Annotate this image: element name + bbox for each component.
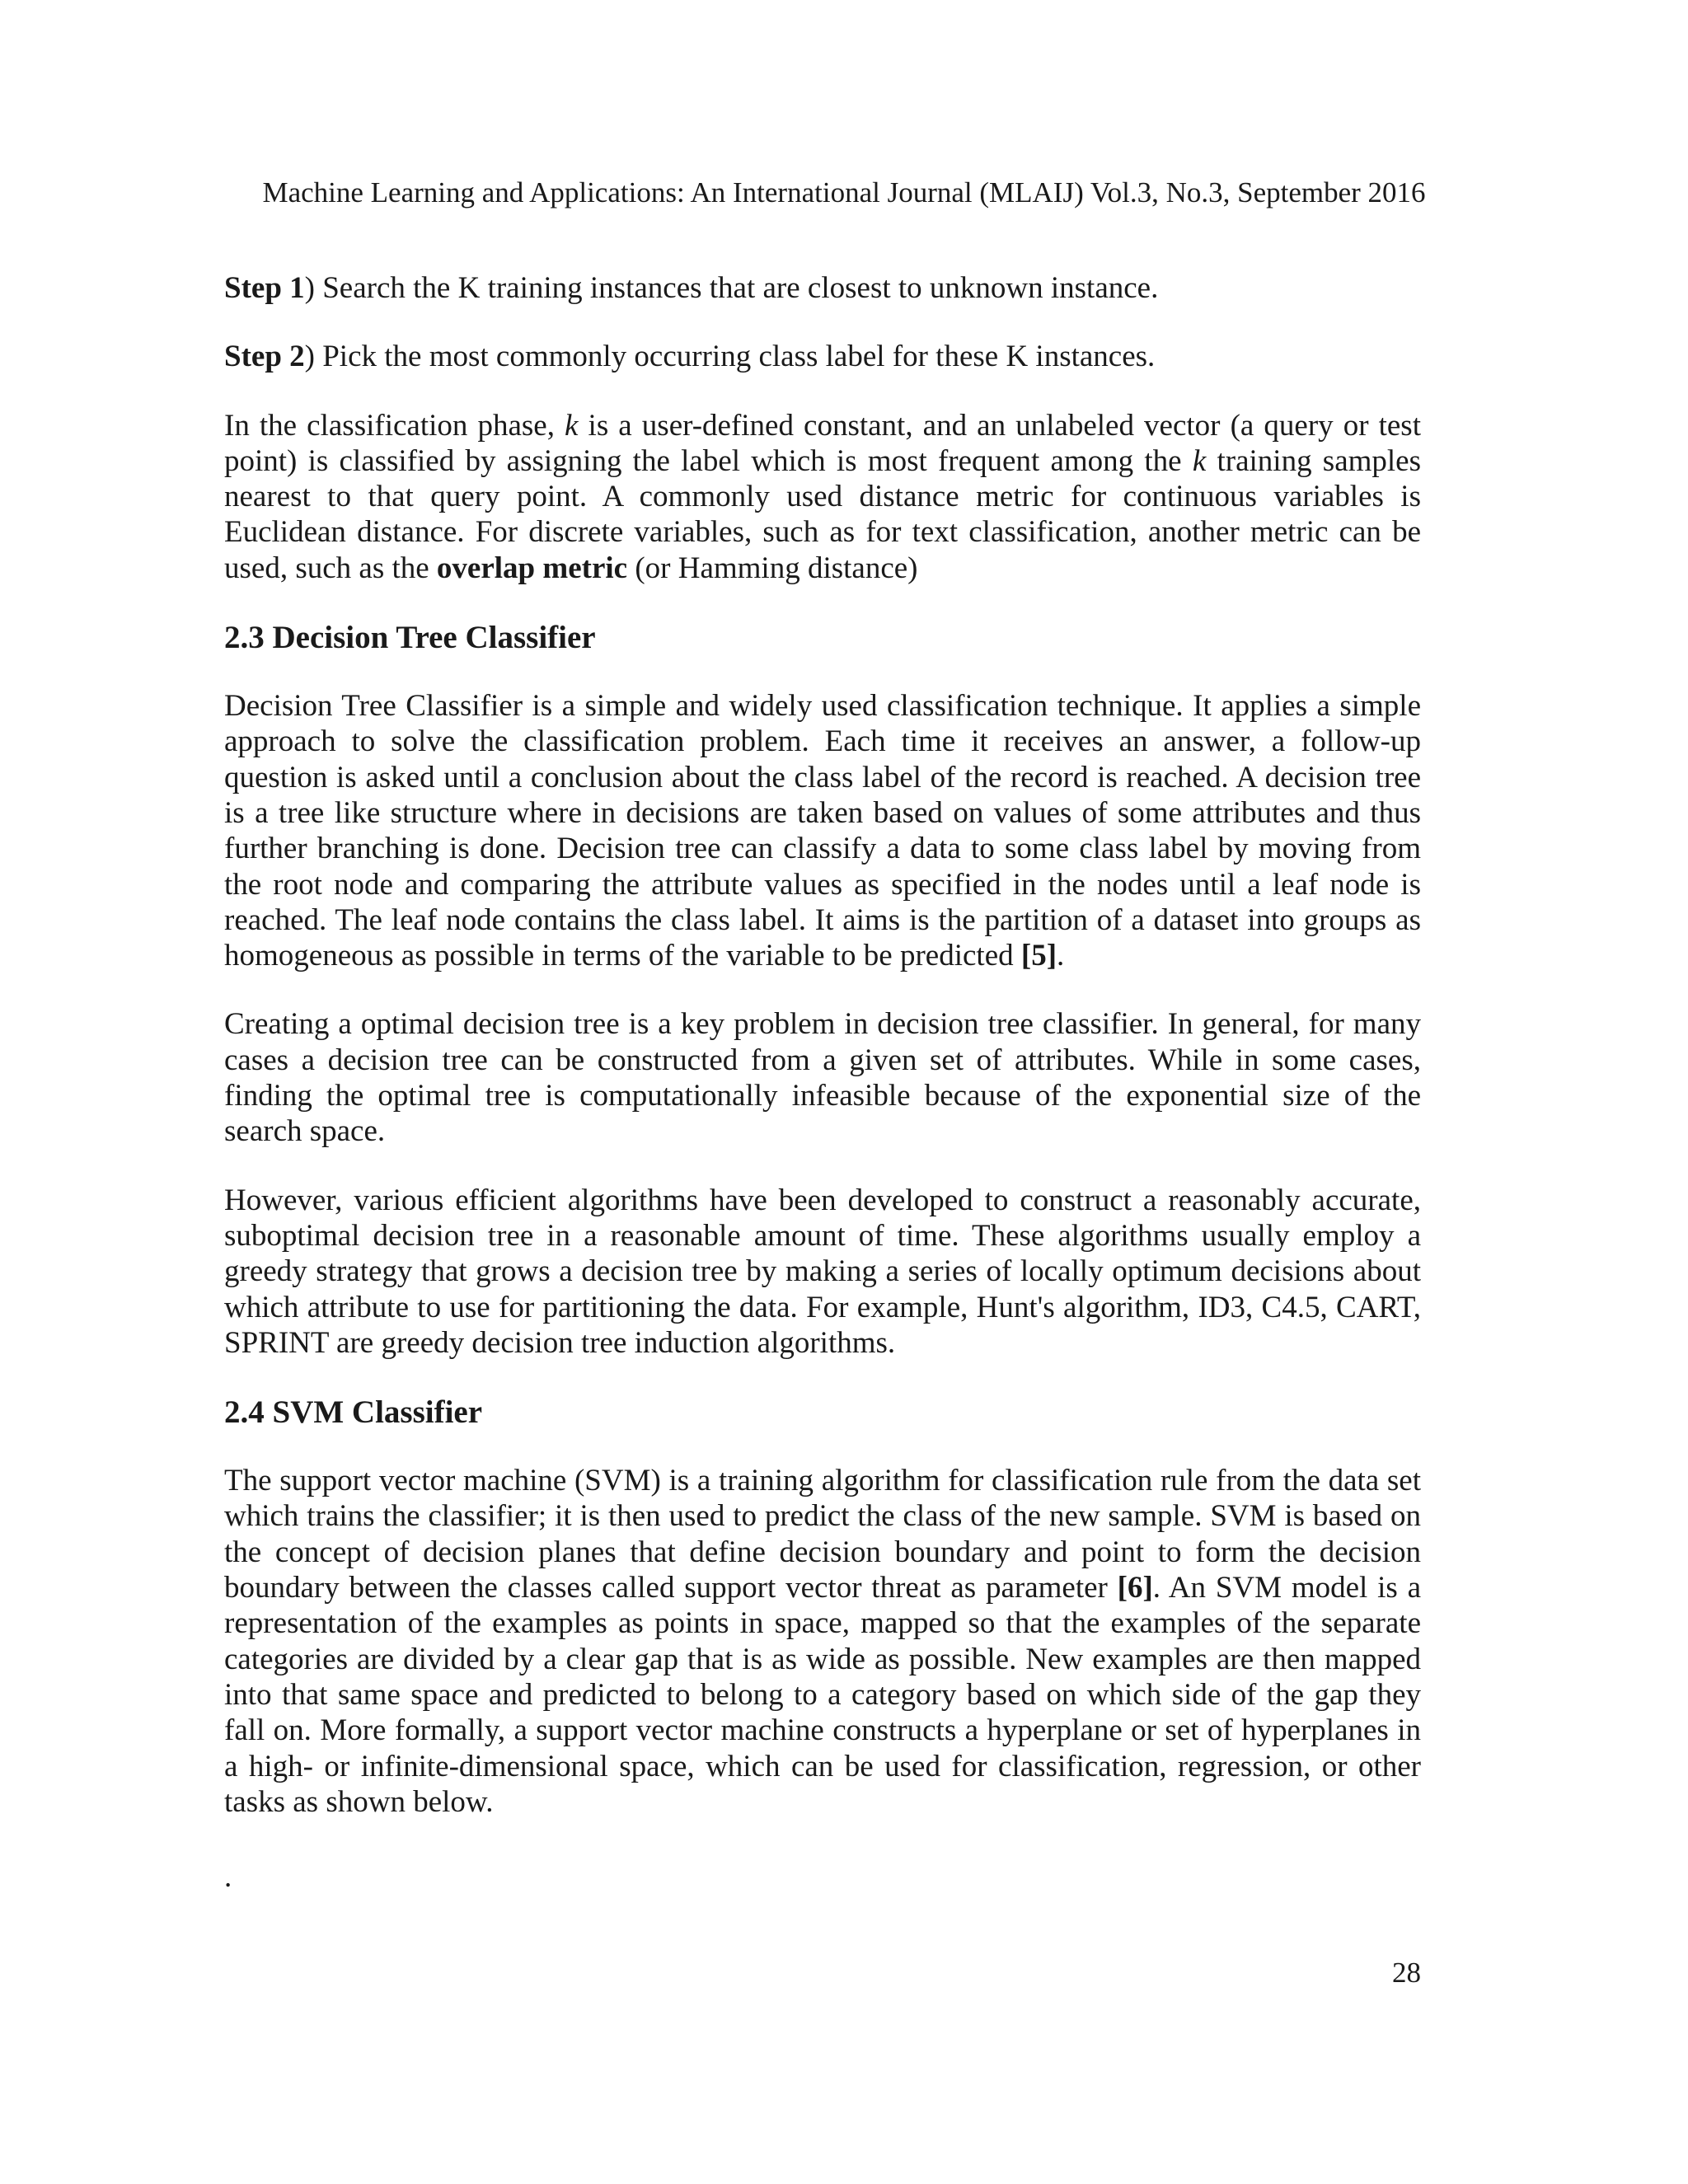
running-header: Machine Learning and Applications: An International Journal (MLAIJ) Vol.3, No.3, September 2016 bbox=[262, 176, 1426, 209]
step-1-closing-paren: ) bbox=[304, 271, 315, 305]
step-2-label: Step 2 bbox=[224, 340, 305, 374]
knn-text-part-1: In the classification phase, bbox=[224, 408, 565, 443]
step-2-closing-paren: ) bbox=[304, 340, 315, 374]
page-content bbox=[224, 270, 1421, 1895]
step-2-text: Pick the most commonly occurring class label for these K instances. bbox=[314, 340, 1156, 374]
knn-classification-paragraph bbox=[224, 408, 1421, 586]
step-1-label: Step 1 bbox=[224, 271, 305, 305]
knn-k-variable: k bbox=[565, 408, 579, 443]
decision-tree-p1-end: . bbox=[1057, 939, 1065, 973]
knn-text-part-3: training samples nearest to that query point. A commonly used distance metric for continuous variables is Euclidean distance. For discrete variables, such as for text classification, another metric can be used, such as the bbox=[224, 443, 1421, 585]
knn-k-variable: k bbox=[1192, 443, 1207, 478]
overlap-metric-term: overlap metric bbox=[436, 551, 628, 585]
page-number: 28 bbox=[1392, 1957, 1421, 1989]
decision-tree-paragraph-1 bbox=[224, 688, 1421, 973]
svm-p1-start: The support vector machine (SVM) is a training algorithm for classification rule from the data set which trains the classifier; it is then used to predict the class of the new sample. SVM is based on the concept of decision planes that define decision boundary and point to form the decision boundary between the classes called support vector threat as parameter bbox=[224, 1464, 1421, 1605]
citation-ref-5: [5] bbox=[1020, 939, 1057, 973]
trailing-period: . bbox=[224, 1860, 232, 1895]
section-heading-decision-tree: 2.3 Decision Tree Classifier bbox=[224, 620, 596, 656]
svm-paragraph bbox=[224, 1463, 1421, 1820]
svm-p1-rest: . An SVM model is a representation of the examples as points in space, mapped so that the examples of the separate categories are divided by a clear gap that is as wide as possible. New examples are then mapped into that same space and predicted to belong to a category based on which side of the gap they fall on. More formally, a support vector machine constructs a hyperplane or set of hyperplanes in a high- or infinite-dimensional space, which can be used for classification, regression, or other tasks as shown below. bbox=[224, 1571, 1421, 1819]
step-1-text: Search the K training instances that are closest to unknown instance. bbox=[314, 271, 1159, 305]
step-1 bbox=[224, 270, 1421, 306]
knn-text-part-2: is a user-defined constant, and an unlabeled vector (a query or test point) is classified by assigning the label which is most frequent among the bbox=[224, 408, 1421, 478]
decision-tree-paragraph-2: Creating a optimal decision tree is a key problem in decision tree classifier. In general, for many cases a decision tree can be constructed from a given set of attributes. While in some cases, finding the optimal tree is computationally infeasible because of the exponential size of the search space. bbox=[224, 1007, 1421, 1149]
step-2 bbox=[224, 339, 1421, 374]
knn-text-part-4: (or Hamming distance) bbox=[627, 551, 918, 585]
decision-tree-p1-text: Decision Tree Classifier is a simple and widely used classification technique. It applies a simple approach to solve the classification problem. Each time it receives an answer, a follow-up question is asked until a conclusion about the class label of the record is reached. A decision tree is a tree like structure where in decisions are taken based on values of some attributes and thus further branching is done. Decision tree can classify a data to some class label by moving from the root node and comparing the attribute values as specified in the nodes until a leaf node is reached. The leaf node contains the class label. It aims is the partition of a dataset into groups as homogeneous as possible in terms of the variable to be predicted bbox=[224, 689, 1421, 973]
section-heading-svm: 2.4 SVM Classifier bbox=[224, 1394, 483, 1431]
decision-tree-paragraph-3: However, various efficient algorithms have been developed to construct a reasonably accurate, suboptimal decision tree in a reasonable amount of time. These algorithms usually employ a greedy strategy that grows a decision tree by making a series of locally optimum decisions about which attribute to use for partitioning the data. For example, Hunt's algorithm, ID3, C4.5, CART, SPRINT are greedy decision tree induction algorithms. bbox=[224, 1183, 1421, 1360]
citation-ref-6: [6] bbox=[1117, 1571, 1153, 1605]
